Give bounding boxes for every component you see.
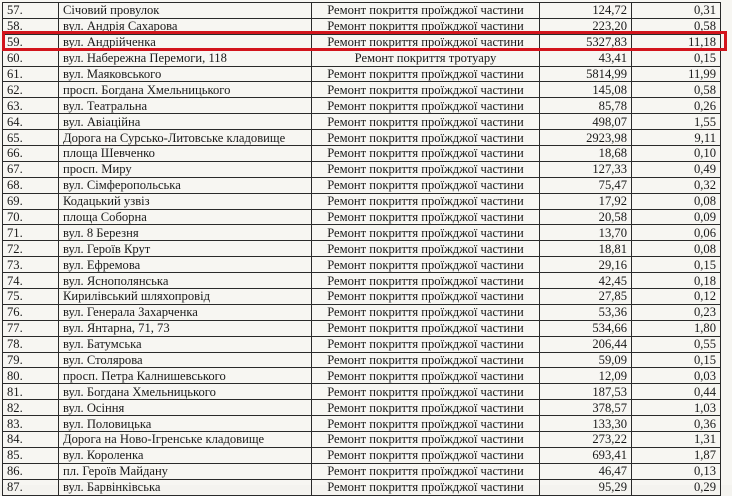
cost-value-cell: 0,08: [632, 193, 721, 209]
area-value-cell: 378,57: [540, 400, 632, 416]
street-name-cell: Січовий провулок: [59, 3, 312, 19]
work-type-cell: Ремонт покриття проїжджої частини: [312, 320, 540, 336]
row-number-cell: 70.: [3, 209, 59, 225]
row-number-cell: 73.: [3, 257, 59, 273]
table-row: [3, 336, 721, 352]
street-name-cell: Дорога на Сурсько-Литовське кладовище: [59, 130, 312, 146]
work-type-cell: Ремонт покриття проїжджої частини: [312, 177, 540, 193]
table-row: [3, 18, 721, 34]
area-value-cell: 693,41: [540, 447, 632, 463]
area-value-cell: 53,36: [540, 304, 632, 320]
area-value-cell: 5327,83: [540, 34, 632, 50]
row-number-cell: 61.: [3, 66, 59, 82]
street-name-cell: вул. Столярова: [59, 352, 312, 368]
street-name-cell: вул. Яснополянська: [59, 273, 312, 289]
cost-value-cell: 0,15: [632, 352, 721, 368]
row-number-cell: 74.: [3, 273, 59, 289]
row-number-cell: 84.: [3, 432, 59, 448]
table-row: [3, 432, 721, 448]
cost-value-cell: 0,58: [632, 18, 721, 34]
street-name-cell: площа Шевченко: [59, 146, 312, 162]
work-type-cell: Ремонт покриття проїжджої частини: [312, 463, 540, 479]
cost-value-cell: 0,49: [632, 161, 721, 177]
table-row: [3, 146, 721, 162]
row-number-cell: 79.: [3, 352, 59, 368]
area-value-cell: 127,33: [540, 161, 632, 177]
street-name-cell: вул. 8 Березня: [59, 225, 312, 241]
row-number-cell: 83.: [3, 416, 59, 432]
cost-value-cell: 1,55: [632, 114, 721, 130]
work-type-cell: Ремонт покриття проїжджої частини: [312, 368, 540, 384]
row-number-cell: 86.: [3, 463, 59, 479]
row-number-cell: 67.: [3, 161, 59, 177]
cost-value-cell: 0,09: [632, 209, 721, 225]
street-name-cell: вул. Андрія Сахарова: [59, 18, 312, 34]
street-name-cell: вул. Осіння: [59, 400, 312, 416]
cost-value-cell: 0,32: [632, 177, 721, 193]
cost-value-cell: 11,18: [632, 34, 721, 50]
cost-value-cell: 0,10: [632, 146, 721, 162]
work-type-cell: Ремонт покриття проїжджої частини: [312, 257, 540, 273]
work-type-cell: Ремонт покриття проїжджої частини: [312, 479, 540, 495]
street-name-cell: пл. Героїв Майдану: [59, 463, 312, 479]
area-value-cell: 2923,98: [540, 130, 632, 146]
area-value-cell: 145,08: [540, 82, 632, 98]
table-row: [3, 320, 721, 336]
row-number-cell: 66.: [3, 146, 59, 162]
area-value-cell: 20,58: [540, 209, 632, 225]
table-row: [3, 225, 721, 241]
cost-value-cell: 1,80: [632, 320, 721, 336]
cost-value-cell: 0,36: [632, 416, 721, 432]
row-number-cell: 63.: [3, 98, 59, 114]
street-name-cell: площа Соборна: [59, 209, 312, 225]
row-number-cell: 76.: [3, 304, 59, 320]
area-value-cell: 95,29: [540, 479, 632, 495]
table-row: [3, 3, 721, 19]
table-row: [3, 130, 721, 146]
road-repair-table: [2, 2, 721, 496]
street-name-cell: вул. Театральна: [59, 98, 312, 114]
work-type-cell: Ремонт покриття проїжджої частини: [312, 130, 540, 146]
row-number-cell: 57.: [3, 3, 59, 19]
area-value-cell: 18,68: [540, 146, 632, 162]
street-name-cell: вул. Героїв Крут: [59, 241, 312, 257]
table-row: [3, 161, 721, 177]
area-value-cell: 42,45: [540, 273, 632, 289]
table-row: [3, 66, 721, 82]
work-type-cell: Ремонт покриття проїжджої частини: [312, 289, 540, 305]
street-name-cell: просп. Богдана Хмельницького: [59, 82, 312, 98]
table-row: [3, 289, 721, 305]
street-name-cell: вул. Авіаційна: [59, 114, 312, 130]
area-value-cell: 18,81: [540, 241, 632, 257]
work-type-cell: Ремонт покриття проїжджої частини: [312, 82, 540, 98]
row-number-cell: 81.: [3, 384, 59, 400]
work-type-cell: Ремонт покриття проїжджої частини: [312, 304, 540, 320]
area-value-cell: 29,16: [540, 257, 632, 273]
area-value-cell: 85,78: [540, 98, 632, 114]
table-row: [3, 352, 721, 368]
work-type-cell: Ремонт покриття проїжджої частини: [312, 66, 540, 82]
street-name-cell: вул. Янтарна, 71, 73: [59, 320, 312, 336]
area-value-cell: 46,47: [540, 463, 632, 479]
street-name-cell: вул. Ефремова: [59, 257, 312, 273]
area-value-cell: 75,47: [540, 177, 632, 193]
work-type-cell: Ремонт покриття проїжджої частини: [312, 146, 540, 162]
work-type-cell: Ремонт покриття проїжджої частини: [312, 432, 540, 448]
street-name-cell: вул. Маяковського: [59, 66, 312, 82]
street-name-cell: вул. Батумська: [59, 336, 312, 352]
area-value-cell: 206,44: [540, 336, 632, 352]
area-value-cell: 534,66: [540, 320, 632, 336]
cost-value-cell: 0,13: [632, 463, 721, 479]
table-row: [3, 479, 721, 495]
street-name-cell: вул. Богдана Хмельницького: [59, 384, 312, 400]
area-value-cell: 17,92: [540, 193, 632, 209]
row-number-cell: 87.: [3, 479, 59, 495]
street-name-cell: вул. Андрійченка: [59, 34, 312, 50]
area-value-cell: 273,22: [540, 432, 632, 448]
area-value-cell: 124,72: [540, 3, 632, 19]
table-row: [3, 193, 721, 209]
row-number-cell: 69.: [3, 193, 59, 209]
cost-value-cell: 1,31: [632, 432, 721, 448]
table-row: [3, 384, 721, 400]
row-number-cell: 59.: [3, 34, 59, 50]
table-row: [3, 98, 721, 114]
table-row: [3, 177, 721, 193]
area-value-cell: 133,30: [540, 416, 632, 432]
cost-value-cell: 0,31: [632, 3, 721, 19]
street-name-cell: Кодацький узвіз: [59, 193, 312, 209]
row-number-cell: 75.: [3, 289, 59, 305]
work-type-cell: Ремонт покриття проїжджої частини: [312, 336, 540, 352]
area-value-cell: 223,20: [540, 18, 632, 34]
cost-value-cell: 0,23: [632, 304, 721, 320]
work-type-cell: Ремонт покриття проїжджої частини: [312, 18, 540, 34]
street-name-cell: Кирилівський шляхопровід: [59, 289, 312, 305]
work-type-cell: Ремонт покриття проїжджої частини: [312, 352, 540, 368]
work-type-cell: Ремонт покриття проїжджої частини: [312, 416, 540, 432]
row-number-cell: 78.: [3, 336, 59, 352]
table-row: [3, 447, 721, 463]
cost-value-cell: 0,44: [632, 384, 721, 400]
cost-value-cell: 9,11: [632, 130, 721, 146]
work-type-cell: Ремонт покриття проїжджої частини: [312, 273, 540, 289]
table-row: [3, 463, 721, 479]
cost-value-cell: 0,08: [632, 241, 721, 257]
cost-value-cell: 0,55: [632, 336, 721, 352]
street-name-cell: просп. Миру: [59, 161, 312, 177]
cost-value-cell: 0,18: [632, 273, 721, 289]
row-number-cell: 82.: [3, 400, 59, 416]
area-value-cell: 27,85: [540, 289, 632, 305]
cost-value-cell: 0,15: [632, 257, 721, 273]
area-value-cell: 13,70: [540, 225, 632, 241]
row-number-cell: 65.: [3, 130, 59, 146]
work-type-cell: Ремонт покриття проїжджої частини: [312, 98, 540, 114]
area-value-cell: 5814,99: [540, 66, 632, 82]
area-value-cell: 12,09: [540, 368, 632, 384]
row-number-cell: 72.: [3, 241, 59, 257]
work-type-cell: Ремонт покриття проїжджої частини: [312, 241, 540, 257]
area-value-cell: 187,53: [540, 384, 632, 400]
table-row: [3, 209, 721, 225]
work-type-cell: Ремонт покриття проїжджої частини: [312, 3, 540, 19]
street-name-cell: Дорога на Ново-Ігренське кладовище: [59, 432, 312, 448]
work-type-cell: Ремонт покриття проїжджої частини: [312, 193, 540, 209]
row-number-cell: 71.: [3, 225, 59, 241]
street-name-cell: просп. Петра Калнишевського: [59, 368, 312, 384]
work-type-cell: Ремонт покриття проїжджої частини: [312, 447, 540, 463]
table-row: [3, 241, 721, 257]
row-number-cell: 80.: [3, 368, 59, 384]
row-number-cell: 58.: [3, 18, 59, 34]
cost-value-cell: 0,12: [632, 289, 721, 305]
table-row: [3, 34, 721, 50]
work-type-cell: Ремонт покриття проїжджої частини: [312, 34, 540, 50]
street-name-cell: вул. Половицька: [59, 416, 312, 432]
street-name-cell: вул. Короленка: [59, 447, 312, 463]
street-name-cell: вул. Генерала Захарченка: [59, 304, 312, 320]
row-number-cell: 68.: [3, 177, 59, 193]
cost-value-cell: 1,03: [632, 400, 721, 416]
table-body: [3, 3, 721, 496]
cost-value-cell: 0,15: [632, 50, 721, 66]
table-row: [3, 114, 721, 130]
work-type-cell: Ремонт покриття тротуару: [312, 50, 540, 66]
table-row: [3, 273, 721, 289]
row-number-cell: 85.: [3, 447, 59, 463]
row-number-cell: 60.: [3, 50, 59, 66]
cost-value-cell: 0,26: [632, 98, 721, 114]
row-number-cell: 77.: [3, 320, 59, 336]
street-name-cell: вул. Барвінківська: [59, 479, 312, 495]
work-type-cell: Ремонт покриття проїжджої частини: [312, 209, 540, 225]
row-number-cell: 64.: [3, 114, 59, 130]
area-value-cell: 43,41: [540, 50, 632, 66]
work-type-cell: Ремонт покриття проїжджої частини: [312, 400, 540, 416]
table-row: [3, 257, 721, 273]
cost-value-cell: 0,58: [632, 82, 721, 98]
table-row: [3, 82, 721, 98]
work-type-cell: Ремонт покриття проїжджої частини: [312, 225, 540, 241]
cost-value-cell: 11,99: [632, 66, 721, 82]
table-row: [3, 50, 721, 66]
cost-value-cell: 0,06: [632, 225, 721, 241]
area-value-cell: 59,09: [540, 352, 632, 368]
cost-value-cell: 0,29: [632, 479, 721, 495]
street-name-cell: вул. Набережна Перемоги, 118: [59, 50, 312, 66]
row-number-cell: 62.: [3, 82, 59, 98]
street-name-cell: вул. Сімферопольська: [59, 177, 312, 193]
table-row: [3, 400, 721, 416]
work-type-cell: Ремонт покриття проїжджої частини: [312, 384, 540, 400]
table-row: [3, 368, 721, 384]
area-value-cell: 498,07: [540, 114, 632, 130]
work-type-cell: Ремонт покриття проїжджої частини: [312, 114, 540, 130]
table-row: [3, 416, 721, 432]
cost-value-cell: 1,87: [632, 447, 721, 463]
work-type-cell: Ремонт покриття проїжджої частини: [312, 161, 540, 177]
cost-value-cell: 0,03: [632, 368, 721, 384]
table-row: [3, 304, 721, 320]
